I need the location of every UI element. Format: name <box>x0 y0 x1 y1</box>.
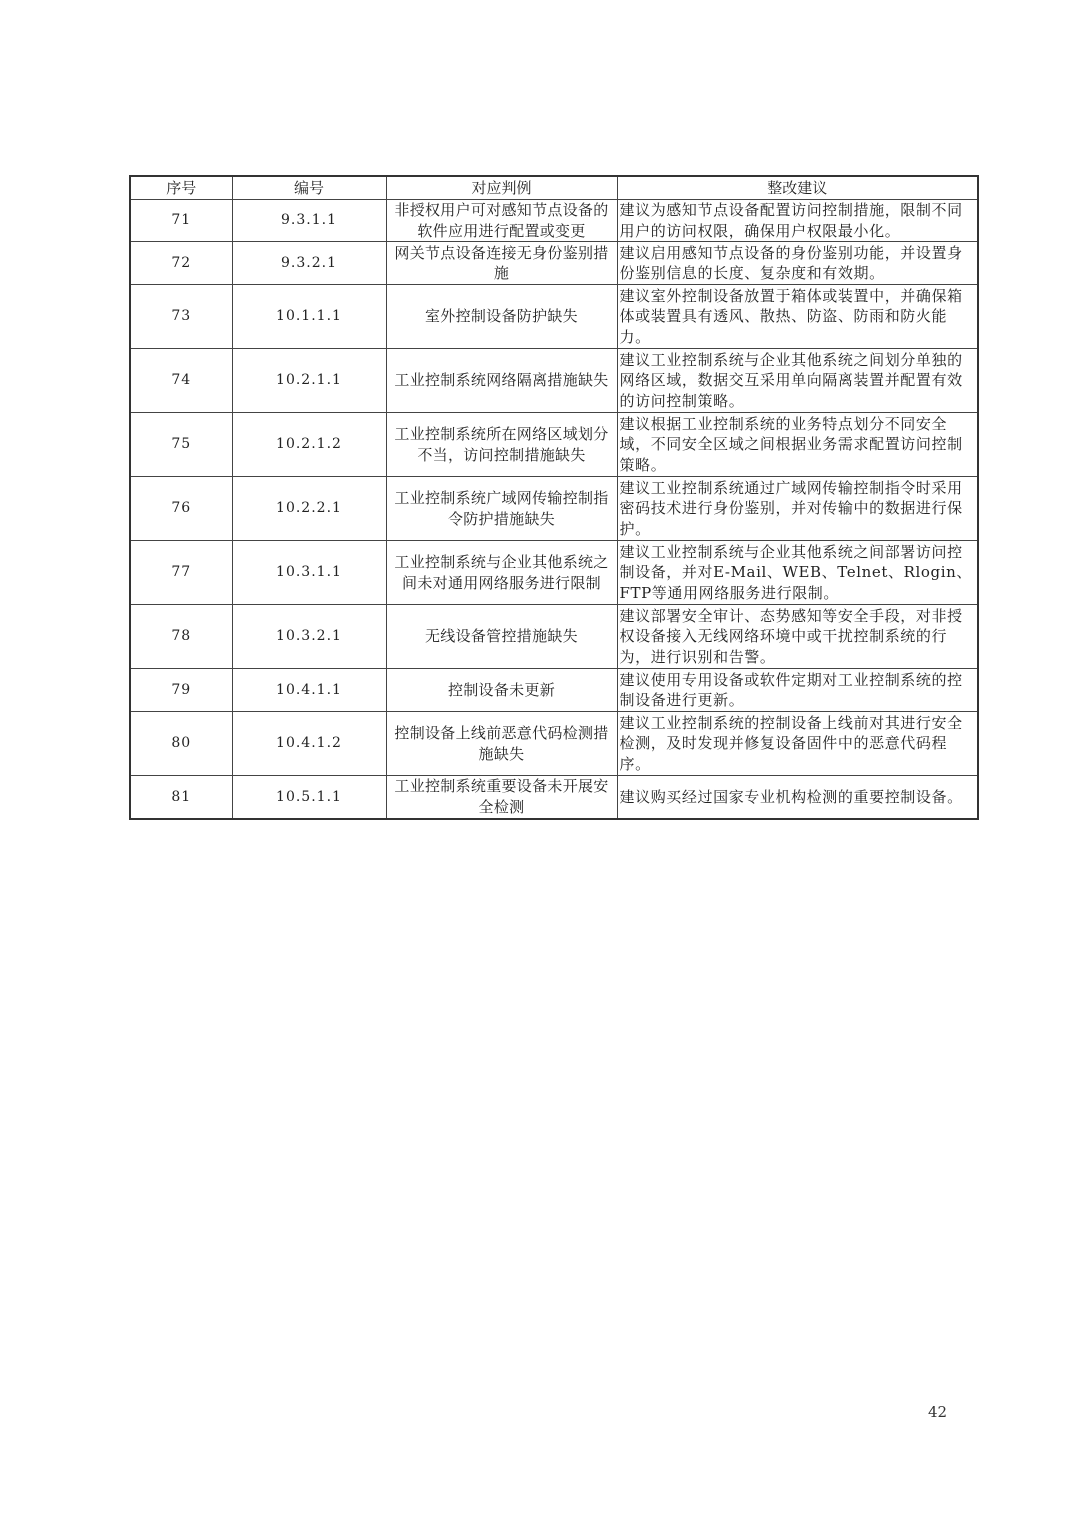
cell-serial: 78 <box>130 605 232 669</box>
table-row <box>130 242 978 285</box>
cell-case: 无线设备管控措施缺失 <box>386 605 617 669</box>
table-header-row <box>130 176 978 200</box>
cell-case: 工业控制系统网络隔离措施缺失 <box>386 349 617 413</box>
cell-case: 工业控制系统重要设备未开展安全检测 <box>386 776 617 819</box>
cell-serial: 80 <box>130 712 232 776</box>
cell-serial: 73 <box>130 285 232 349</box>
cell-code: 10.5.1.1 <box>232 776 386 819</box>
table-row <box>130 413 978 477</box>
header-advice: 整改建议 <box>617 176 978 200</box>
cell-advice: 建议工业控制系统通过广域网传输控制指令时采用密码技术进行身份鉴别，并对传输中的数据进行保护。 <box>617 477 978 541</box>
cell-serial: 77 <box>130 541 232 605</box>
cell-case: 控制设备未更新 <box>386 669 617 712</box>
table-row <box>130 285 978 349</box>
cell-advice: 建议启用感知节点设备的身份鉴别功能，并设置身份鉴别信息的长度、复杂度和有效期。 <box>617 242 978 285</box>
cell-code: 10.4.1.1 <box>232 669 386 712</box>
cell-code: 10.2.1.1 <box>232 349 386 413</box>
cell-case: 工业控制系统广域网传输控制指令防护措施缺失 <box>386 477 617 541</box>
cell-advice: 建议工业控制系统与企业其他系统之间划分单独的网络区域，数据交互采用单向隔离装置并配置有效的访问控制策略。 <box>617 349 978 413</box>
rectification-table <box>129 175 979 820</box>
cell-advice: 建议室外控制设备放置于箱体或装置中，并确保箱体或装置具有透风、散热、防盗、防雨和防火能力。 <box>617 285 978 349</box>
cell-case: 工业控制系统与企业其他系统之间未对通用网络服务进行限制 <box>386 541 617 605</box>
table-row <box>130 605 978 669</box>
cell-advice: 建议使用专用设备或软件定期对工业控制系统的控制设备进行更新。 <box>617 669 978 712</box>
page-number: 42 <box>928 1403 948 1421</box>
cell-case: 室外控制设备防护缺失 <box>386 285 617 349</box>
cell-serial: 81 <box>130 776 232 819</box>
header-serial: 序号 <box>130 176 232 200</box>
cell-advice: 建议根据工业控制系统的业务特点划分不同安全域，不同安全区域之间根据业务需求配置访问控制策略。 <box>617 413 978 477</box>
cell-code: 10.3.1.1 <box>232 541 386 605</box>
table-row <box>130 349 978 413</box>
cell-case: 控制设备上线前恶意代码检测措施缺失 <box>386 712 617 776</box>
cell-code: 10.1.1.1 <box>232 285 386 349</box>
cell-serial: 71 <box>130 200 232 242</box>
cell-serial: 74 <box>130 349 232 413</box>
header-case: 对应判例 <box>386 176 617 200</box>
cell-serial: 72 <box>130 242 232 285</box>
table-row <box>130 712 978 776</box>
cell-code: 10.2.2.1 <box>232 477 386 541</box>
table-row <box>130 669 978 712</box>
cell-advice: 建议购买经过国家专业机构检测的重要控制设备。 <box>617 776 978 819</box>
table-row <box>130 776 978 819</box>
cell-serial: 76 <box>130 477 232 541</box>
cell-case: 非授权用户可对感知节点设备的软件应用进行配置或变更 <box>386 200 617 242</box>
header-code: 编号 <box>232 176 386 200</box>
cell-advice: 建议为感知节点设备配置访问控制措施，限制不同用户的访问权限，确保用户权限最小化。 <box>617 200 978 242</box>
table-row <box>130 477 978 541</box>
table-row <box>130 541 978 605</box>
cell-code: 10.3.2.1 <box>232 605 386 669</box>
cell-case: 网关节点设备连接无身份鉴别措施 <box>386 242 617 285</box>
cell-code: 10.2.1.2 <box>232 413 386 477</box>
cell-serial: 79 <box>130 669 232 712</box>
table-row <box>130 200 978 242</box>
cell-code: 9.3.2.1 <box>232 242 386 285</box>
cell-advice: 建议工业控制系统与企业其他系统之间部署访问控制设备，并对E-Mail、WEB、Telnet、Rlogin、FTP等通用网络服务进行限制。 <box>617 541 978 605</box>
cell-advice: 建议部署安全审计、态势感知等安全手段，对非授权设备接入无线网络环境中或干扰控制系统的行为，进行识别和告警。 <box>617 605 978 669</box>
cell-code: 9.3.1.1 <box>232 200 386 242</box>
cell-code: 10.4.1.2 <box>232 712 386 776</box>
cell-case: 工业控制系统所在网络区域划分不当，访问控制措施缺失 <box>386 413 617 477</box>
cell-advice: 建议工业控制系统的控制设备上线前对其进行安全检测，及时发现并修复设备固件中的恶意代码程序。 <box>617 712 978 776</box>
cell-serial: 75 <box>130 413 232 477</box>
